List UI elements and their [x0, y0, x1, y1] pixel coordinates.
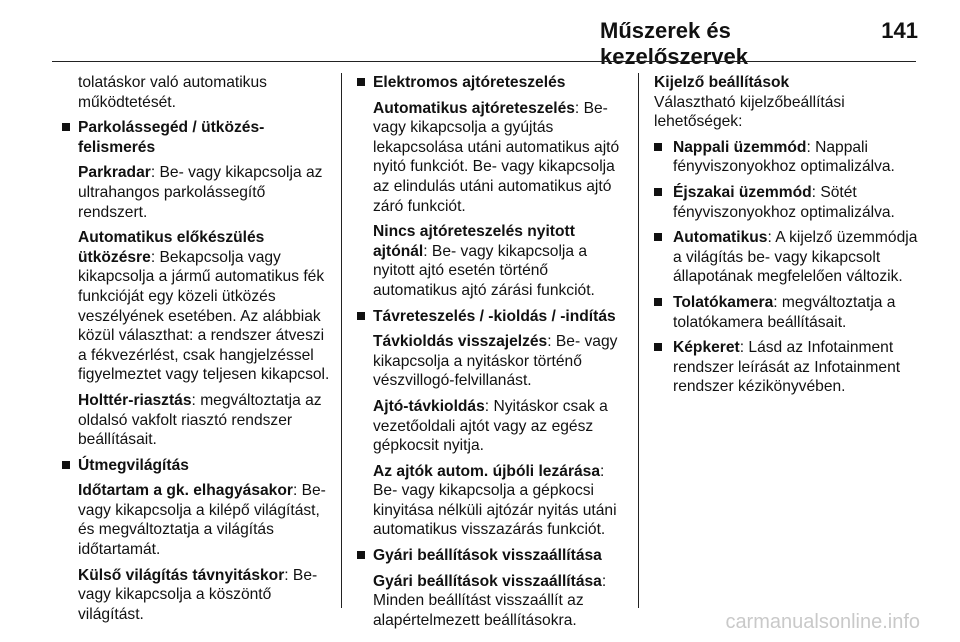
intro-paragraph: tolatáskor való automatikus működtetését. — [78, 74, 267, 111]
column-1 — [62, 73, 334, 624]
setting-term: Az ajtók autom. újbóli lezárása — [373, 462, 601, 480]
setting-auto-collision-prep — [78, 228, 334, 385]
section-heading: Gyári beállítások visszaállítása — [373, 547, 602, 565]
setting-remote-door-unlock — [373, 397, 631, 456]
setting-description: : Be- vagy kikapcsolja a gépkocsi kinyitása nélküli ajtózár nyitás utáni automatikus visszazárás funkciót. — [373, 462, 617, 539]
setting-term: Időtartam a gk. elhagyásakor — [78, 482, 293, 500]
setting-description: : Be- vagy kikapcsolja a nyitott ajtó esetén történő automatikus ajtó zárási funkciót. — [373, 242, 595, 299]
setting-term: Automatikus ajtóreteszelés — [373, 99, 575, 117]
setting-description: : Sötét fényviszonyokhoz optimalizálva. — [673, 183, 895, 221]
setting-description: : Nappali fényviszonyokhoz optimalizálva. — [673, 138, 895, 176]
bullet-square-icon — [357, 78, 365, 86]
page-header-title: Műszerek és kezelőszervek — [600, 18, 748, 69]
setting-description: : Lásd az Infotainment rendszer leírását az Infotainment rendszer kézikönyvében. — [673, 339, 901, 396]
bullet-square-icon — [654, 343, 662, 351]
section-parking-assist — [62, 118, 334, 157]
setting-term: Ajtó-távkioldás — [373, 397, 485, 415]
setting-description: : A kijelző üzemmódja a világítás be- vagy kikapcsolt állapotának megfelelően változik. — [673, 229, 918, 286]
setting-description: : Be- vagy kikapcsolja a köszöntő világítást. — [78, 566, 318, 623]
section-heading: Elektromos ajtóreteszelés — [373, 74, 566, 91]
setting-description: : Nyitáskor csak a vezetőoldali ajtót vagy az egész gépkocsit nyitja. — [373, 397, 608, 455]
bullet-square-icon — [654, 298, 662, 306]
column-divider-2 — [638, 73, 639, 608]
setting-term: Éjszakai üzemmód — [673, 183, 812, 201]
setting-term: Tolatókamera — [673, 293, 774, 311]
setting-term: Képkeret — [673, 339, 740, 357]
setting-description: : Minden beállítást visszaállít az alapértelmezett beállításokra. — [373, 572, 607, 629]
column-3 — [654, 73, 924, 397]
header-rule — [52, 61, 916, 62]
column-divider-1 — [341, 73, 342, 608]
section-factory-reset — [357, 546, 631, 566]
bullet-square-icon — [62, 123, 70, 131]
setting-description: : Be- vagy kikapcsolja az ultrahangos parkolássegítő rendszert. — [78, 164, 323, 221]
column-2 — [357, 73, 631, 630]
setting-description: : Be- vagy kikapcsolja a nyitáskor történő vészvillogó-felvillanást. — [373, 333, 618, 390]
list-item — [654, 228, 924, 287]
display-settings-intro: Választható kijelzőbeállítási lehetőségek: — [654, 93, 845, 131]
setting-description: : Be- vagy kikapcsolja a gyújtás lekapcsolása utáni automatikus ajtó nyitó funkciót. Be- vagy kikapcsolja az elindulás utáni automatikus ajtó záró funkciót. — [373, 99, 620, 215]
list-item — [654, 338, 924, 397]
bullet-square-icon — [357, 551, 365, 559]
setting-auto-lock — [373, 99, 631, 217]
setting-exit-duration — [78, 481, 334, 559]
setting-remote-lighting — [78, 566, 334, 625]
setting-term: Parkradar — [78, 164, 151, 182]
setting-auto-relock — [373, 462, 631, 540]
page-number: 141 — [881, 18, 918, 43]
section-remote — [357, 307, 631, 327]
list-item — [654, 183, 924, 222]
section-heading: Parkolássegéd / ütközés-felismerés — [78, 119, 265, 156]
section-path-lighting — [62, 456, 334, 476]
setting-blindspot — [78, 391, 334, 450]
setting-term: Nappali üzemmód — [673, 138, 807, 156]
setting-factory-reset — [373, 572, 631, 631]
setting-term: Holttér-riasztás — [78, 391, 192, 409]
setting-description: : Be- vagy kikapcsolja a kilépő világítást, és megváltoztatja a világítás időtartamát. — [78, 482, 326, 559]
setting-description: : megváltoztatja az oldalsó vakfolt riasztó rendszer beállításait. — [78, 391, 322, 449]
bullet-square-icon — [654, 188, 662, 196]
bullet-square-icon — [357, 312, 365, 320]
setting-parkradar — [78, 163, 334, 222]
setting-term: Automatikus előkészülés ütközésre — [78, 229, 265, 266]
list-item — [654, 138, 924, 177]
bullet-square-icon — [654, 143, 662, 151]
display-settings-title: Kijelző beállítások — [654, 74, 790, 91]
bullet-square-icon — [62, 461, 70, 469]
setting-description: : Bekapcsolja vagy kikapcsolja a jármű automatikus fék funkcióját egy közeli ütközés veszélyének esetében. Az alábbiak közül választhat: a rendszer átveszi a fékvezérlést, csak hangjelzéssel figyelmeztet vagy teljesen kikapcsol. — [78, 248, 330, 384]
setting-term: Távkioldás visszajelzés — [373, 333, 548, 351]
setting-remote-unlock-feedback — [373, 332, 631, 391]
setting-open-door-antilock — [373, 222, 631, 300]
setting-term: Külső világítás távnyitáskor — [78, 566, 285, 584]
section-heading: Távreteszelés / -kioldás / -indítás — [373, 307, 616, 325]
setting-term: Automatikus — [673, 229, 768, 247]
setting-term: Gyári beállítások visszaállítása — [373, 572, 602, 590]
setting-description: : megváltoztatja a tolatókamera beállításait. — [673, 293, 896, 331]
section-heading: Útmegvilágítás — [78, 456, 189, 474]
bullet-square-icon — [654, 233, 662, 241]
section-power-locks — [357, 73, 631, 93]
list-item — [654, 293, 924, 332]
watermark: carmanualsonline.info — [725, 611, 920, 633]
setting-term: Nincs ajtóreteszelés nyitott ajtónál — [373, 223, 575, 260]
